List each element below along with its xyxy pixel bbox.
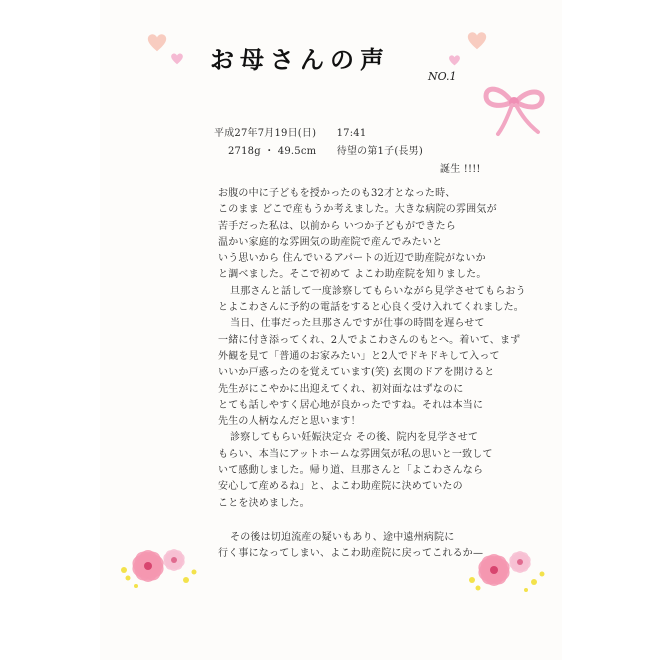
body-line: 当日、仕事だった旦那さんですが仕事の時間を遅らせて bbox=[230, 318, 485, 330]
born-line: 誕生 !!!! bbox=[440, 164, 481, 175]
page-title: お母さんの声 bbox=[210, 46, 390, 74]
body-line: とても話しやすく居心地が良かったですね。それは本当に bbox=[218, 399, 484, 411]
body-line: 温かい家庭的な雰囲気の助産院で産んでみたいと bbox=[218, 236, 443, 248]
paragraph-2 bbox=[218, 284, 548, 317]
hibiscus-flower-icon bbox=[464, 540, 550, 598]
body-line: 行く事になってしまい、よこわ助産院に戻ってこれるか— bbox=[218, 548, 484, 560]
body-line: 外観を見て「普通のお家みたい」と2人でドキドキして入って bbox=[218, 350, 500, 362]
body-line: いう思いから 住んでいるアパートの近辺で助産院がないか bbox=[218, 253, 486, 265]
body-line: 先生の人柄なんだと思います！ bbox=[218, 416, 361, 428]
body-line: いいか戸惑ったのを覚えています(笑) 玄関のドアを開けると bbox=[218, 367, 495, 379]
body-line: 先生がにこやかに出迎えてくれ、初対面なはずなのに bbox=[218, 383, 464, 395]
paragraph-4 bbox=[218, 430, 548, 511]
heart-icon bbox=[170, 52, 184, 66]
paragraph-1 bbox=[218, 186, 548, 284]
body-line: ことを決めました。 bbox=[218, 497, 310, 509]
body-line: 安心して産めるね」と、よこわ助産院に決めていたの bbox=[218, 481, 463, 493]
body-line: このまま どこで産もうか考えました。大きな病院の雰囲気が bbox=[218, 204, 497, 216]
body-line: と調べました。そこで初めて よこわ助産院を知りました。 bbox=[218, 269, 487, 281]
body-line: いて感動しました。帰り道、旦那さんと「よこわさんなら bbox=[218, 465, 484, 477]
body-line: とよこわさんに予約の電話をすると心良く受け入れてくれました。 bbox=[218, 302, 524, 314]
body-line: 旦那さんと話して一度診察してもらいながら見学させてもらおう bbox=[230, 285, 526, 297]
date-line: 平成27年7月19日(日) 17:41 bbox=[214, 128, 367, 139]
body-line: 診察してもらい妊娠決定☆ その後、院内を見学させて bbox=[230, 432, 479, 444]
page-number: NO.1 bbox=[428, 70, 457, 83]
body-line: その後は切迫流産の疑いもあり、途中遠州病院に bbox=[230, 531, 455, 543]
body-line: 苦手だった私は、以前から いつか子どもができたら bbox=[218, 220, 456, 232]
body-line: もらい、本当にアットホームな雰囲気が私の思いと一致して bbox=[218, 448, 493, 460]
birth-info-line: 2718g ・ 49.5cm 待望の第1子(長男) bbox=[228, 146, 423, 157]
paragraph-3 bbox=[218, 316, 548, 430]
heart-icon bbox=[146, 32, 168, 54]
body-line: 一緒に付き添ってくれ、2人でよこわさんのもとへ。着いて、まず bbox=[218, 334, 521, 346]
heart-icon bbox=[466, 30, 488, 52]
body-line: お腹の中に子どもを授かったのも32才となった時、 bbox=[218, 188, 456, 199]
hibiscus-flower-icon bbox=[114, 536, 200, 594]
letter-body bbox=[218, 186, 548, 563]
